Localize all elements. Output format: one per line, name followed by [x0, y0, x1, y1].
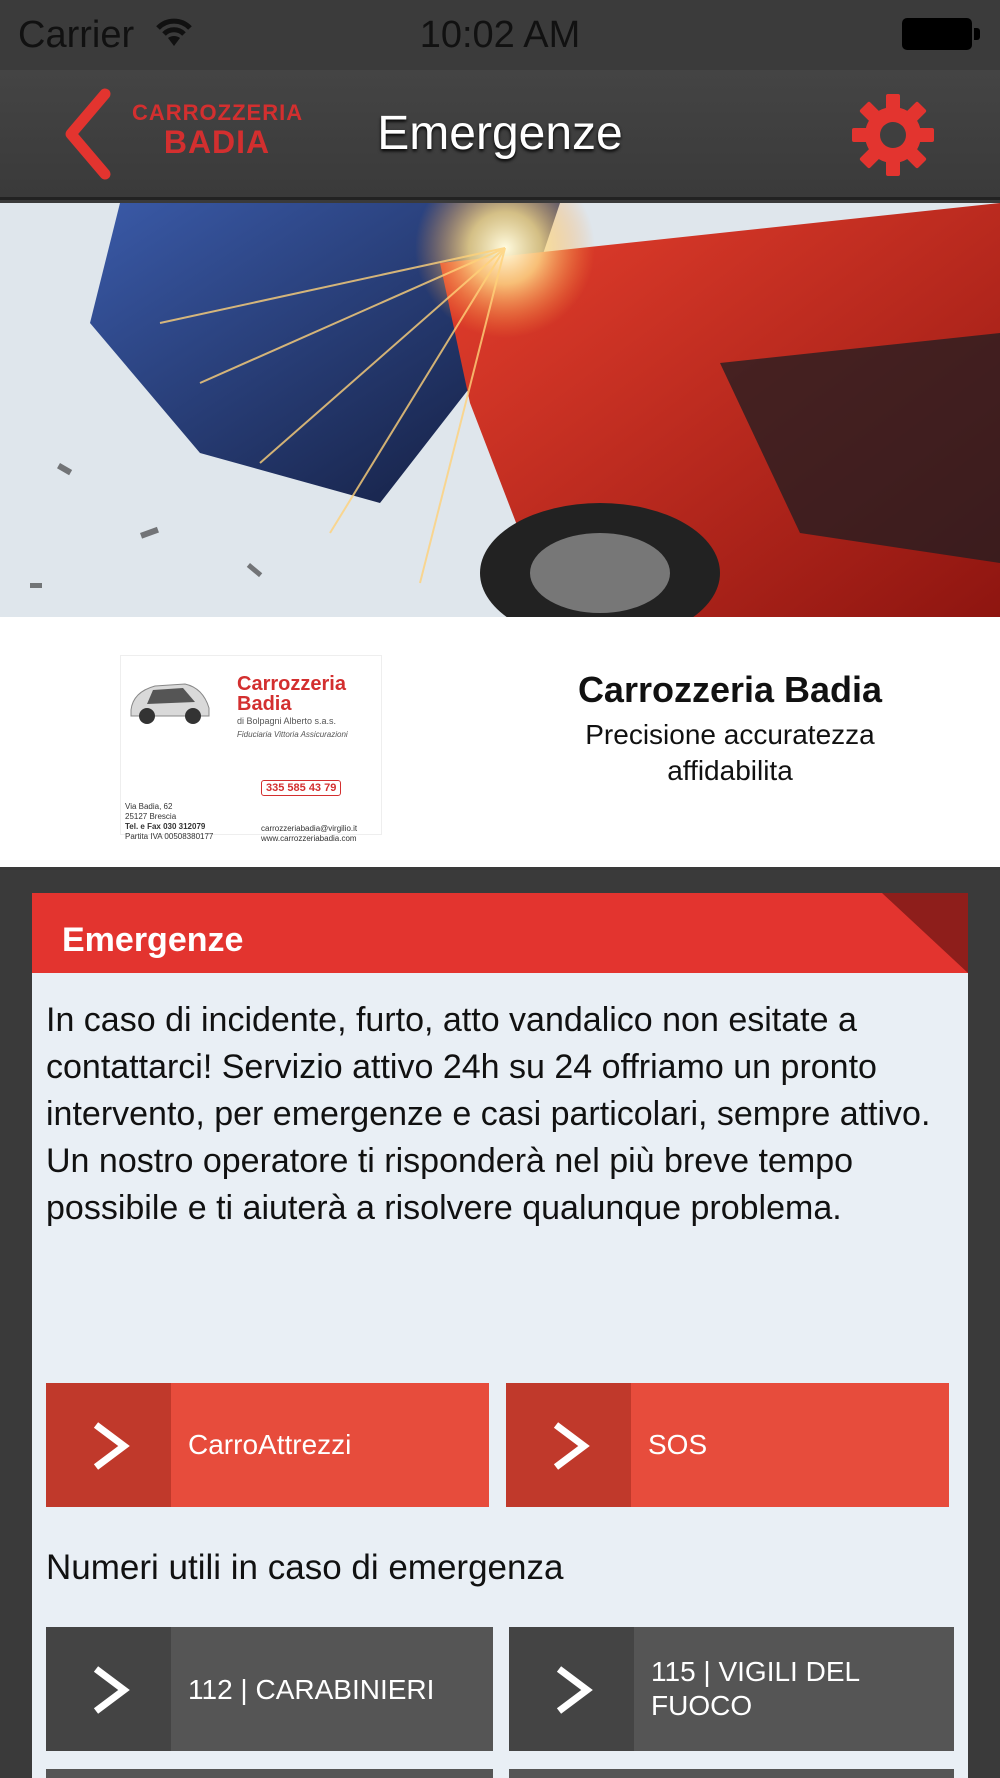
company-tagline: Precisione accuratezza affidabilita: [585, 719, 875, 786]
button-label: SOS: [648, 1429, 708, 1460]
card-phone: 335 585 43 79: [261, 780, 341, 796]
chevron-right-icon: [88, 1663, 132, 1717]
emergency-panel: [32, 893, 968, 1778]
card-insurance: Fiduciaria Vittoria Assicurazioni: [237, 730, 348, 739]
info-strip: [0, 617, 1000, 867]
carabinieri-button[interactable]: [46, 1627, 493, 1751]
button-label: 112 | CARABINIERI: [188, 1674, 435, 1705]
panel-description: In caso di incidente, furto, atto vandalico non esitate a contattarci! Servizio attivo 24h su 24 offriamo un pronto intervento, per emergenze e casi particolari, sempre attivo. Un nostro operatore ti risponderà nel più breve tempo possibile e ti aiuterà a risolvere qualunque problema.: [46, 1001, 931, 1227]
panel-corner-fold: [882, 893, 968, 973]
car-icon: [125, 670, 215, 730]
clock: 10:02 AM: [419, 14, 581, 56]
business-card-image: [120, 655, 382, 843]
button-label: 115 | VIGILI DEL FUOCO: [651, 1656, 860, 1721]
status-bar: [0, 0, 1000, 70]
chevron-right-icon: [88, 1419, 132, 1473]
chevron-right-icon: [551, 1663, 595, 1717]
logo-line2: BADIA: [163, 124, 271, 160]
card-address: Via Badia, 62 25127 Brescia Tel. e Fax 030 312079 Partita IVA 00508380177: [125, 802, 214, 841]
logo-line1: CARROZZERIA: [132, 100, 304, 125]
panel-header: Emergenze: [32, 893, 968, 973]
navigation-bar: [0, 70, 1000, 200]
button-label: CarroAttrezzi: [188, 1429, 352, 1460]
section-label: Numeri utili in caso di emergenza: [46, 1548, 564, 1587]
settings-button[interactable]: [848, 90, 938, 180]
next-row-button[interactable]: [509, 1769, 954, 1778]
company-name: Carrozzeria Badia: [577, 669, 883, 710]
carrier-label: Carrier: [18, 14, 135, 56]
card-contacts: carrozzeriabadia@virgilio.it www.carrozzeriabadia.com: [261, 824, 358, 843]
card-subtitle: di Bolpagni Alberto s.a.s.: [237, 716, 337, 726]
next-row-button[interactable]: [46, 1769, 493, 1778]
carroattrezzi-button[interactable]: [46, 1383, 489, 1507]
vigili-del-fuoco-button[interactable]: [509, 1627, 954, 1751]
battery-icon: [902, 18, 980, 50]
chevron-right-icon: [548, 1419, 592, 1473]
hero-image: [0, 203, 1000, 617]
page-title: Emergenze: [377, 107, 623, 160]
card-title: Carrozzeria Badia: [237, 673, 346, 715]
sos-button[interactable]: [506, 1383, 949, 1507]
